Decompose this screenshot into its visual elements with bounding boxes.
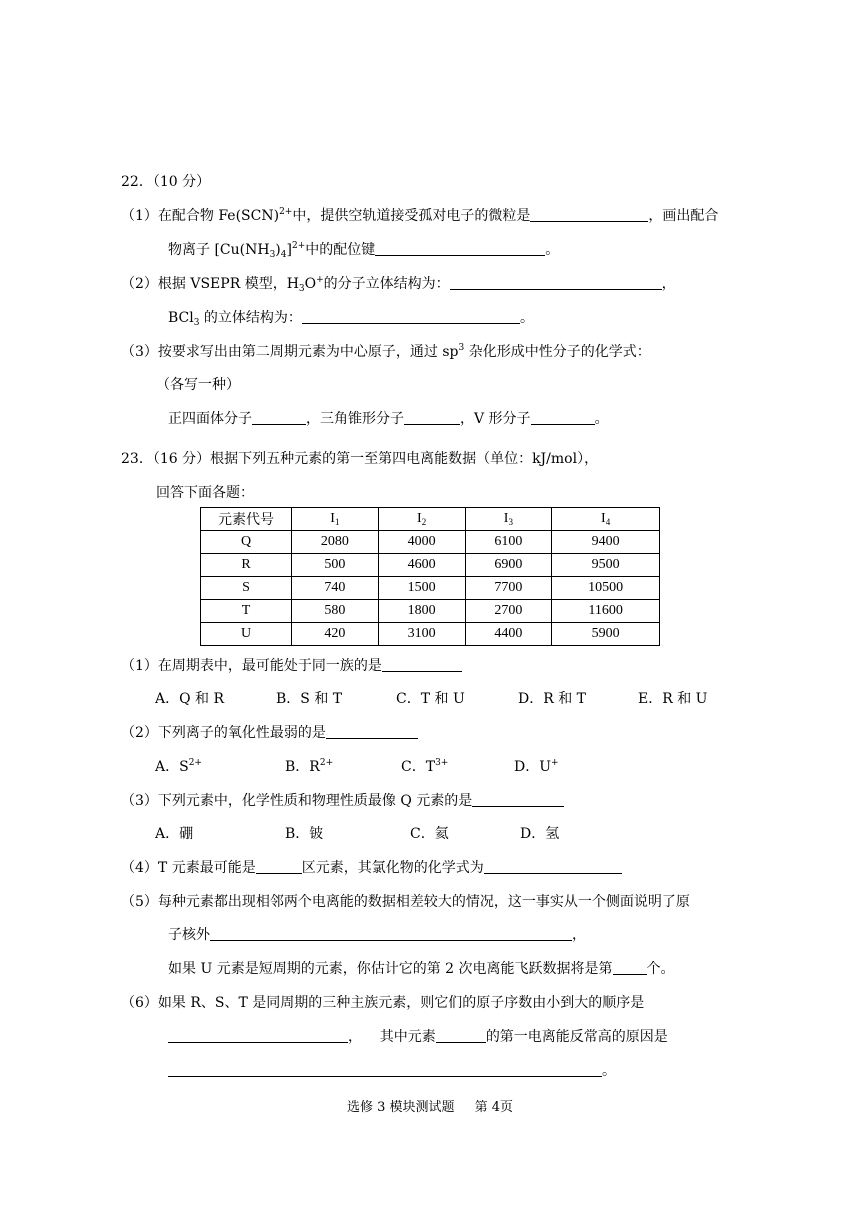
text: 如果 U 元素是短周期的元素，你估计它的第 2 次电离能飞跃数据将是第 xyxy=(168,961,613,977)
table-header-cell: $I_1$ xyxy=(292,508,379,531)
table-cell: Q xyxy=(201,531,292,554)
text: ，画出配合 xyxy=(648,208,719,224)
option-a[interactable]: A．硼 xyxy=(155,826,194,842)
table-cell: 11600 xyxy=(552,600,660,623)
answer-blank[interactable] xyxy=(484,859,622,874)
table-header-cell: $I_3$ xyxy=(465,508,552,531)
q23-header: 23．（16 分）根据下列五种元素的第一至第四电离能数据（单位：kJ/mol）， xyxy=(121,451,599,467)
q23-sub5-line2 xyxy=(168,925,586,945)
table-row xyxy=(201,623,660,646)
q23-sub4 xyxy=(121,858,622,878)
option-b[interactable]: B．$R^{2+}$ xyxy=(285,758,334,775)
table-cell: 6100 xyxy=(465,531,552,554)
table-cell: 6900 xyxy=(465,554,552,577)
table-cell: 2700 xyxy=(465,600,552,623)
option-b[interactable]: B．铍 xyxy=(285,826,324,842)
table-cell: 740 xyxy=(292,577,379,600)
text: 的立体结构为： xyxy=(199,310,302,326)
q22-part3-line2: （各写一种） xyxy=(156,377,240,393)
table-cell: 580 xyxy=(292,600,379,623)
text: （3）下列元素中，化学性质和物理性质最像 Q 元素的是 xyxy=(121,793,473,809)
page-number: 第 4页 xyxy=(474,1100,513,1115)
table-cell: U xyxy=(201,623,292,646)
text: （3）按要求写出由第二周期元素为中心原子，通过 sp xyxy=(121,344,459,360)
table-cell: 7700 xyxy=(465,577,552,600)
table-cell: T xyxy=(201,600,292,623)
table-cell: 5900 xyxy=(552,623,660,646)
table-cell: S xyxy=(201,577,292,600)
table-header-row xyxy=(201,508,660,531)
text: 的分子立体结构为： xyxy=(323,276,450,292)
superscript: + xyxy=(316,275,324,285)
q22-part2-line1 xyxy=(121,274,676,294)
q23-sub1-question xyxy=(121,656,462,676)
text: 。 xyxy=(519,310,534,326)
table-row xyxy=(201,554,660,577)
table-cell: 420 xyxy=(292,623,379,646)
text: （1）在配合物 Fe(SCN) xyxy=(121,208,280,224)
table-cell: 9400 xyxy=(552,531,660,554)
text: 正四面体分子 xyxy=(168,411,252,427)
text: ，三角锥形分子 xyxy=(306,411,404,427)
subscript: 4 xyxy=(280,250,287,260)
table-cell: 4600 xyxy=(378,554,465,577)
q22-part1-line1 xyxy=(121,206,718,226)
table-cell: 1800 xyxy=(378,600,465,623)
answer-blank[interactable] xyxy=(404,410,460,425)
q22-header: 22．（10 分） xyxy=(121,174,211,190)
option-a[interactable]: A．Q 和 R xyxy=(155,691,225,707)
text: ，V 形分子 xyxy=(460,411,531,427)
q23-sub6-line2 xyxy=(168,1027,668,1047)
subscript: 3 xyxy=(193,318,200,328)
q23-sub5-line3 xyxy=(168,959,675,979)
table-row xyxy=(201,577,660,600)
text: 中的配位键 xyxy=(305,242,376,258)
q22-part3-line3 xyxy=(168,409,609,429)
option-c[interactable]: C．T 和 U xyxy=(396,691,465,707)
table-row xyxy=(201,600,660,623)
answer-blank[interactable] xyxy=(326,724,418,739)
answer-blank[interactable] xyxy=(168,1062,602,1077)
subscript: 3 xyxy=(298,284,305,294)
text: 。 xyxy=(602,1063,616,1079)
answer-blank[interactable] xyxy=(450,275,662,290)
table-cell: 4400 xyxy=(465,623,552,646)
text: ， 其中元素 xyxy=(348,1029,436,1045)
text: （2）下列离子的氧化性最弱的是 xyxy=(121,725,326,741)
answer-blank[interactable] xyxy=(531,410,595,425)
table-cell: 4000 xyxy=(378,531,465,554)
option-e[interactable]: E．R 和 U xyxy=(638,691,708,707)
text: 。 xyxy=(545,242,560,258)
text: 中，提供空轨道接受孤对电子的微粒是 xyxy=(292,208,531,224)
footer-title: 选修 3 模块测试题 xyxy=(347,1100,455,1115)
table-cell: 1500 xyxy=(378,577,465,600)
option-d[interactable]: D．R 和 T xyxy=(518,691,587,707)
superscript: 2+ xyxy=(279,207,293,217)
text: 物离子 [Cu(NH xyxy=(168,242,270,258)
q23-sub6-line1: （6）如果 R、S、T 是同周期的三种主族元素，则它们的原子序数由小到大的顺序是 xyxy=(121,995,645,1011)
answer-blank[interactable] xyxy=(375,241,545,256)
text: 子核外 xyxy=(168,927,210,943)
option-d[interactable]: D．U+ xyxy=(514,758,559,775)
text: BCl xyxy=(168,310,194,326)
table-cell: 2080 xyxy=(292,531,379,554)
text: ) xyxy=(275,242,281,258)
text: ， xyxy=(572,927,586,943)
answer-blank[interactable] xyxy=(252,410,306,425)
answer-blank[interactable] xyxy=(302,309,520,324)
table-header-cell: 元素代号 xyxy=(201,508,292,531)
answer-blank[interactable] xyxy=(613,960,647,975)
text: 的第一电离能反常高的原因是 xyxy=(485,1029,668,1045)
table-cell: 10500 xyxy=(552,577,660,600)
text: ， xyxy=(661,276,676,292)
text: ] xyxy=(286,242,292,258)
text: 区元素，其氯化物的化学式为 xyxy=(301,860,484,876)
table-row xyxy=(201,531,660,554)
table-cell: 9500 xyxy=(552,554,660,577)
table-cell: 500 xyxy=(292,554,379,577)
table-header-cell: $I_4$ xyxy=(552,508,660,531)
q23-intro: 回答下面各题： xyxy=(156,485,254,501)
option-c[interactable]: C．氦 xyxy=(410,826,449,842)
table-cell: 3100 xyxy=(378,623,465,646)
q23-sub3-question xyxy=(121,791,564,811)
option-c[interactable]: C．$T^{3+}$ xyxy=(401,758,449,775)
text: 杂化形成中性分子的化学式： xyxy=(464,344,651,360)
ionization-energy-table xyxy=(200,507,660,646)
text: （1）在周期表中，最可能处于同一族的是 xyxy=(121,658,382,674)
answer-blank[interactable] xyxy=(256,859,302,874)
answer-blank[interactable] xyxy=(382,657,462,672)
q22-part1-line2 xyxy=(168,240,559,260)
option-d[interactable]: D．氢 xyxy=(520,826,560,842)
page-footer xyxy=(0,1096,860,1115)
option-a[interactable]: A．$S^{2+}$ xyxy=(155,758,202,775)
superscript: 2+ xyxy=(291,241,306,251)
table-header-cell: $I_2$ xyxy=(378,508,465,531)
q23-sub6-line3 xyxy=(168,1061,616,1081)
q23-sub2-question xyxy=(121,723,418,743)
text: 个。 xyxy=(646,961,675,977)
table-cell: R xyxy=(201,554,292,577)
option-b[interactable]: B．S 和 T xyxy=(276,691,343,707)
text: 。 xyxy=(594,411,609,427)
subscript: 3 xyxy=(269,250,276,260)
answer-blank[interactable] xyxy=(210,926,572,941)
answer-blank[interactable] xyxy=(436,1028,486,1043)
superscript: 3 xyxy=(458,343,465,353)
q22-part2-line2 xyxy=(168,308,534,328)
text: （2）根据 VSEPR 模型，H xyxy=(121,276,299,292)
text: （4）T 元素最可能是 xyxy=(121,860,256,876)
answer-blank[interactable] xyxy=(472,792,564,807)
answer-blank[interactable] xyxy=(530,207,648,222)
q23-sub5-line1: （5）每种元素都出现相邻两个电离能的数据相差较大的情况，这一事实从一个侧面说明了原 xyxy=(121,894,690,910)
q22-part3-line1 xyxy=(121,342,651,362)
text: O xyxy=(304,276,317,292)
answer-blank[interactable] xyxy=(168,1028,348,1043)
